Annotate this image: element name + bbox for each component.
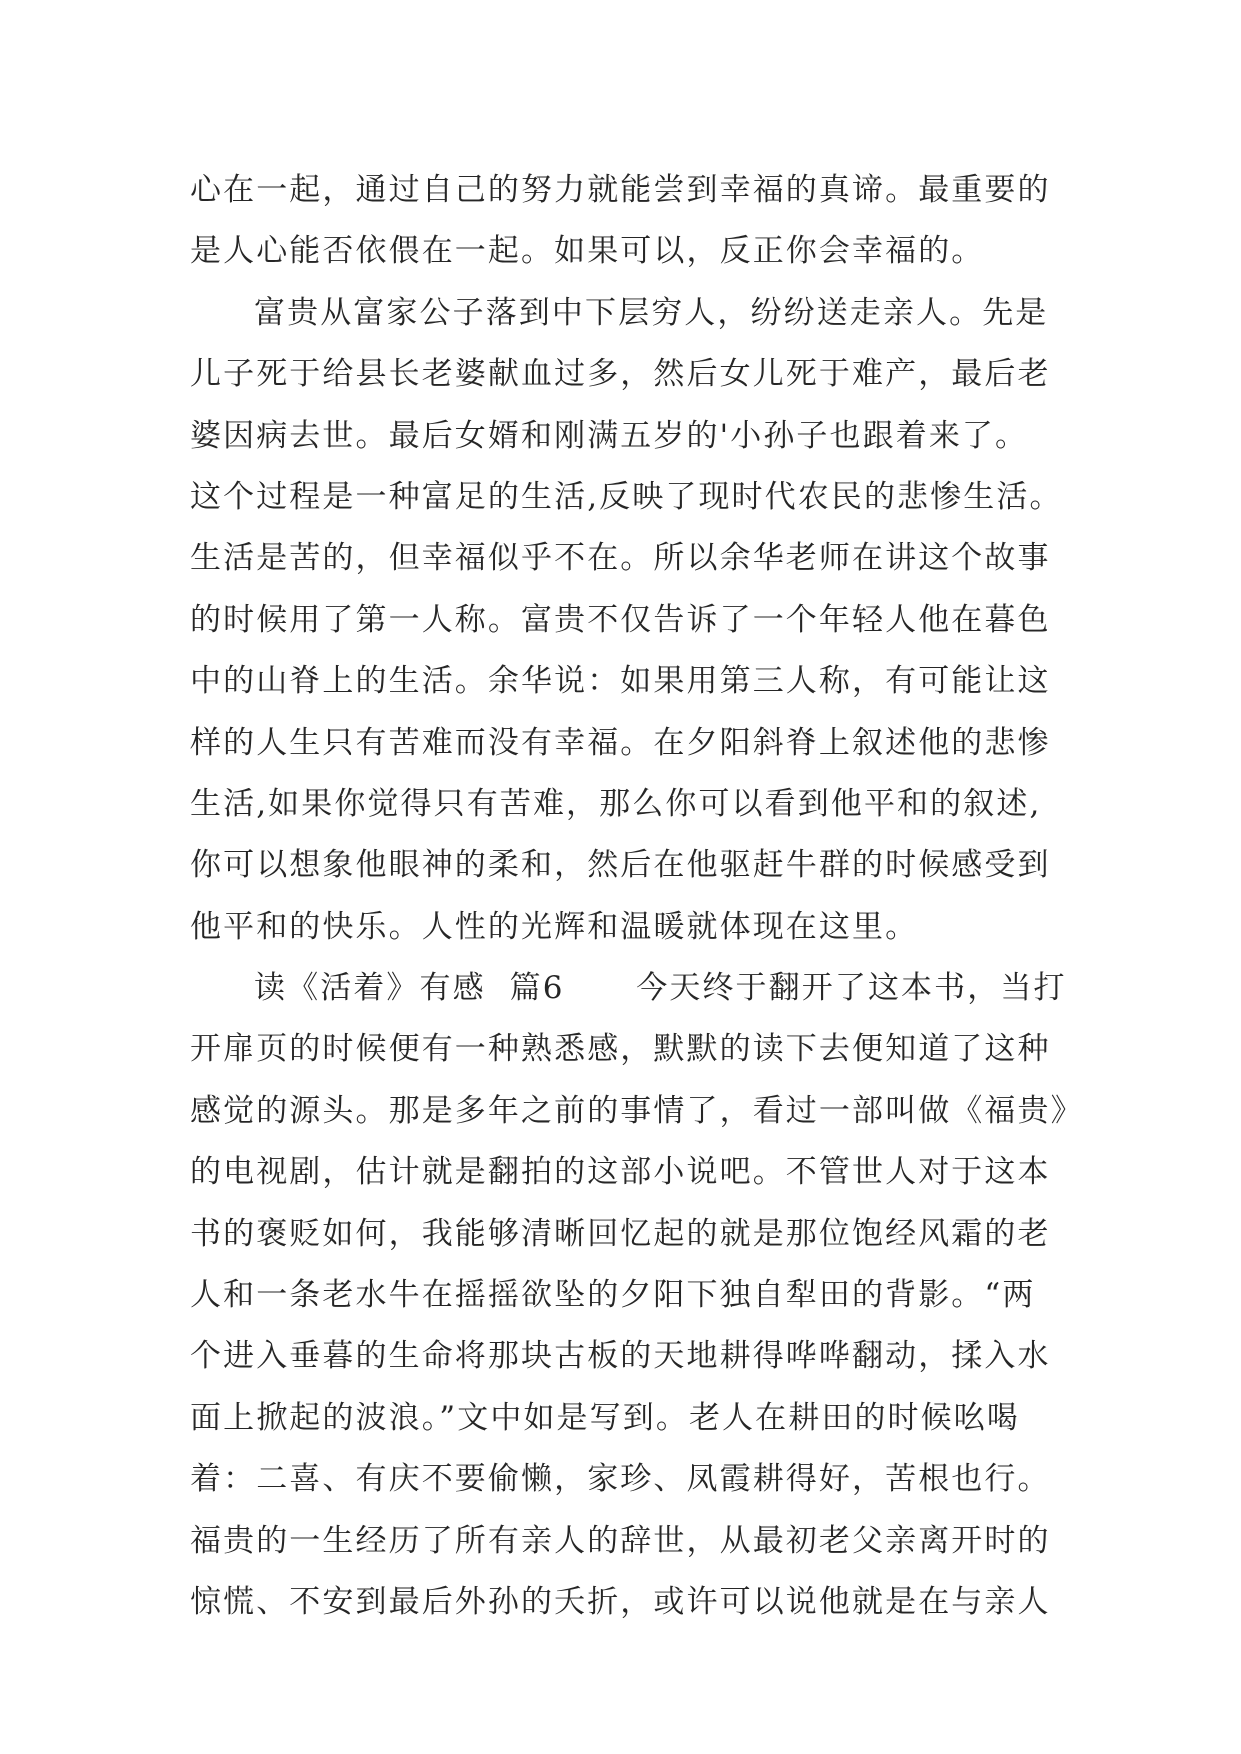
text-line: 的时候用了第一人称。富贵不仅告诉了一个年轻人他在暮色 [190, 601, 1051, 638]
text-line: 这个过程是一种富足的生活,反映了现时代农民的悲惨生活。 [190, 478, 1063, 515]
text-line: 惊慌、不安到最后外孙的夭折，或许可以说他就是在与亲人 [190, 1583, 1051, 1620]
text-line: 婆因病去世。最后女婿和刚满五岁的'小孙子也跟着来了。 [190, 417, 1029, 454]
text-line: 的电视剧，估计就是翻拍的这部小说吧。不管世人对于这本 [190, 1154, 1051, 1191]
text-line: 着：二喜、有庆不要偷懒，家珍、凤霞耕得好，苦根也行。 [190, 1461, 1051, 1498]
text-line: 中的山脊上的生活。余华说：如果用第三人称，有可能让这 [190, 663, 1051, 700]
text-line: 个进入垂暮的生命将那块古板的天地耕得哗哗翻动，揉入水 [190, 1338, 1051, 1375]
text-line: 样的人生只有苦难而没有幸福。在夕阳斜脊上叙述他的悲惨 [190, 724, 1051, 761]
text-line: 福贵的一生经历了所有亲人的辞世，从最初老父亲离开时的 [190, 1522, 1051, 1559]
text-line: 生活是苦的，但幸福似乎不在。所以余华老师在讲这个故事 [190, 540, 1051, 577]
paragraph-start-line: 富贵从富家公子落到中下层穷人，纷纷送走亲人。先是 [254, 294, 1049, 331]
text-line: 面上掀起的波浪。”文中如是写到。老人在耕田的时候吆喝 [190, 1399, 1020, 1436]
text-line: 生活,如果你觉得只有苦难，那么你可以看到他平和的叙述, [190, 785, 1042, 822]
section-heading-line: 读《活着》有感 篇6 今天终于翻开了这本书，当打 [254, 970, 1067, 1007]
body-text [190, 160, 1084, 1633]
text-line: 你可以想象他眼神的柔和，然后在他驱赶牛群的时候感受到 [190, 847, 1051, 884]
text-line: 感觉的源头。那是多年之前的事情了，看过一部叫做《福贵》 [190, 1092, 1084, 1129]
text-line: 开扉页的时候便有一种熟悉感，默默的读下去便知道了这种 [190, 1031, 1051, 1068]
text-line: 人和一条老水牛在摇摇欲坠的夕阳下独自犁田的背影。“两 [190, 1277, 1036, 1314]
text-line: 书的褒贬如何，我能够清晰回忆起的就是那位饱经风霜的老 [190, 1215, 1051, 1252]
text-line: 是人心能否依偎在一起。如果可以，反正你会幸福的。 [190, 233, 985, 270]
text-line: 心在一起，通过自己的努力就能尝到幸福的真谛。最重要的 [190, 172, 1051, 208]
text-line: 儿子死于给县长老婆献血过多，然后女儿死于难产，最后老 [190, 356, 1051, 393]
text-line: 他平和的快乐。人性的光辉和温暖就体现在这里。 [190, 908, 919, 945]
